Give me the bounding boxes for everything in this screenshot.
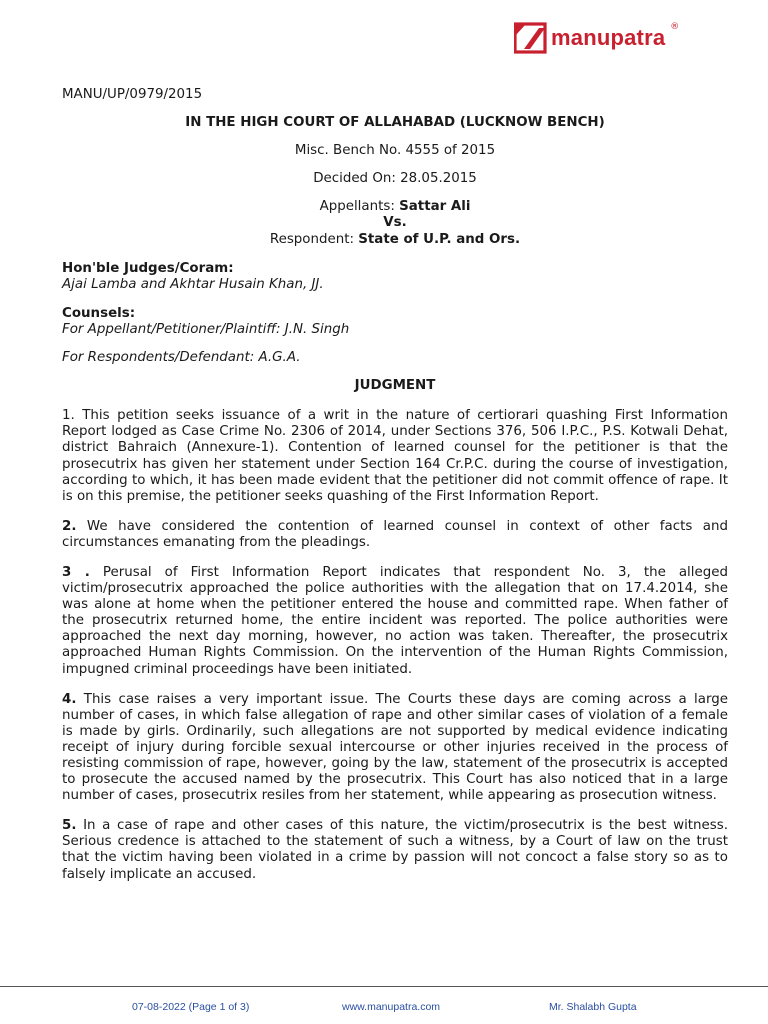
brand-name: manupatra — [551, 25, 666, 50]
appellants-label: Appellants: — [319, 199, 395, 215]
document-body — [62, 87, 728, 883]
paragraph-5-number: 5. — [62, 818, 77, 834]
paragraph-3-text: Perusal of First Information Report indicates that respondent No. 3, the alleged victim/prosecutrix approached the police authorities with the allegation that on 17.4.2014, she was alone at home when the petitioner entered the house and committed rape. When father of the prosecutrix returned home, the entire incident was reported. The police authorities were approached the next day morning, however, no action was taken. Thereafter, the prosecutrix approached Human Rights Commission. On the intervention of the Human Rights Commission, impugned criminal proceedings have been initiated. — [62, 564, 728, 677]
counsel-respondent: For Respondents/Defendant: A.G.A. — [62, 350, 301, 366]
paragraph-5-text: In a case of rape and other cases of this nature, the victim/prosecutrix is the best witness. Serious credence is attached to the statement of such a witness, by a Court of law on the trust that the victim having been violated in a crime by passion will not concoct a false story so as to falsely implicate an accused. — [62, 818, 728, 882]
paragraph-4 — [62, 692, 728, 805]
footer-divider — [0, 986, 768, 987]
respondent-line — [62, 232, 728, 248]
appellants-name: Sattar Ali — [399, 199, 471, 215]
page-footer — [0, 1001, 768, 1017]
counsels-section — [62, 306, 728, 366]
decided-date: 28.05.2015 — [400, 171, 477, 187]
footer-website-link[interactable]: www.manupatra.com — [342, 1001, 441, 1013]
paragraph-2 — [62, 519, 728, 551]
decided-on — [62, 171, 728, 187]
appellants-line — [62, 199, 728, 215]
parties — [62, 199, 728, 247]
paragraph-4-text: This case raises a very important issue. The Courts these days are coming across a large number of cases, in which false allegation of rape and other similar cases of violation of a female is made by girls. Ordinarily, such allegations are not supported by medical evidence indicating receipt of injury during forcible sexual intercourse or other injuries received in the process of resisting commission of rape, however, going by the law, statement of the prosecutrix is accepted to prosecute the accused named by the prosecutrix. This Court has also noticed that in a large number of cases, prosecutrix resiles from her statement, while appearing as prosecution witness. — [62, 691, 728, 804]
paragraph-3-number: 3 . — [62, 564, 90, 580]
paragraph-1 — [62, 408, 728, 505]
manupatra-logo — [514, 20, 680, 56]
paragraph-2-number: 2. — [62, 518, 77, 534]
citation: MANU/UP/0979/2015 — [62, 87, 203, 102]
paragraph-3 — [62, 565, 728, 678]
counsel-appellant: For Appellant/Petitioner/Plaintiff: J.N. Singh — [62, 321, 350, 337]
footer-user: Mr. Shalabh Gupta — [549, 1001, 637, 1013]
case-number: Misc. Bench No. 4555 of 2015 — [294, 143, 496, 159]
coram-judges: Ajai Lamba and Akhtar Husain Khan, JJ. — [62, 276, 324, 292]
manupatra-logo-icon — [514, 22, 548, 54]
paragraph-1-text: 1. This petition seeks issuance of a writ in the nature of certiorari quashing First Information Report lodged as Case Crime No. 2306 of 2014, under Sections 376, 506 I.P.C., P.S. Kotwali Dehat, district Bahraich (Annexure-1). Contention of learned counsel for the petitioner is that the prosecutrix has given her statement under Section 164 Cr.P.C. during the course of investigation, according to which, it has been made evident that the petitioner did not commit offence of rape. It is on this premise, the petitioner seeks quashing of the First Information Report. — [62, 408, 728, 504]
coram-label: Hon'ble Judges/Coram: — [62, 260, 234, 276]
respondent-label: Respondent: — [269, 231, 354, 247]
court-name: IN THE HIGH COURT OF ALLAHABAD (LUCKNOW BENCH) — [185, 115, 605, 131]
versus: Vs. — [383, 215, 407, 231]
counsels-label: Counsels: — [62, 305, 136, 321]
paragraph-5 — [62, 818, 728, 882]
judgment-heading: JUDGMENT — [354, 378, 436, 394]
respondent-name: State of U.P. and Ors. — [358, 231, 521, 247]
decided-label: Decided On: — [313, 171, 396, 187]
footer-date-page: 07-08-2022 (Page 1 of 3) — [132, 1001, 250, 1013]
paragraph-4-number: 4. — [62, 691, 77, 707]
coram-section — [62, 261, 728, 293]
registered-mark: ® — [670, 22, 680, 32]
paragraph-2-text: We have considered the contention of learned counsel in context of other facts and circumstances emanating from the pleadings. — [62, 518, 728, 550]
